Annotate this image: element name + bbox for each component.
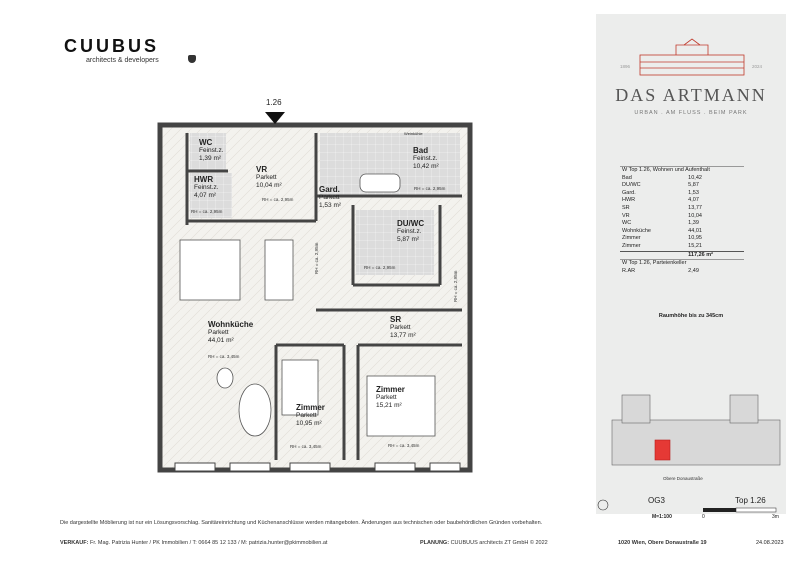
room-wc: WC Feinst.z. 1,39 m² — [199, 138, 224, 162]
area-row: Wohnküche 44,01 — [622, 227, 702, 234]
room-bad: Bad Feinst.z. 10,42 m² — [413, 146, 439, 170]
area-row: DU/WC 5,87 — [622, 182, 699, 189]
scale-ratio: M=1:100 — [652, 514, 672, 520]
keyplan-street: Obere Donaustraße — [663, 476, 703, 481]
rh-zimmer-2: RH = ca. 3,45m — [388, 443, 420, 448]
area-row: HWR 4,07 — [622, 197, 699, 204]
area-row: VR 10,04 — [622, 212, 702, 219]
weinkuehl-label: Weinkühle — [404, 131, 423, 136]
logo: CUUBUS — [64, 36, 160, 56]
rh-vertical-2: RH = ca. 2,95m — [453, 270, 458, 302]
room-gard: Gard. Parkett 1,53 m² — [319, 185, 342, 209]
floor-label: OG3 — [648, 496, 665, 505]
north-arrow-icon — [598, 500, 608, 510]
footer-date: 24.08.2023 — [756, 540, 784, 546]
logo-subtitle: architects & developers — [86, 57, 159, 64]
area-row: SR 13,77 — [622, 204, 702, 211]
room-duwc: DU/WC Feinst.z. 5,87 m² — [397, 219, 425, 243]
brand-name: DAS ARTMANN — [615, 85, 767, 105]
rh-vertical-1: RH = ca. 2,95m — [314, 242, 319, 274]
footer-address: 1020 Wien, Obere Donaustraße 19 — [618, 540, 707, 546]
room-wohnkueche: Wohnküche Parkett 44,01 m² — [208, 320, 254, 344]
room-height-note: Raumhöhe bis zu 345cm — [658, 313, 724, 319]
unit-label: 1.26 — [266, 98, 282, 107]
area-row: Zimmer 15,21 — [622, 242, 702, 249]
rh-zimmer-1: RH = ca. 3,45m — [290, 444, 322, 449]
cellar-row: R.AR 2,49 — [622, 267, 699, 274]
area-row: WC 1,39 — [622, 220, 699, 227]
footer-verkauf: VERKAUF: Fr. Mag. Patrizia Hunter / PK Immobilien / T: 0664 85 12 133 / M: patrizia.hunter@pkimmobilien.at — [60, 540, 328, 546]
scale-bar — [703, 508, 776, 512]
cellar-title: W Top 1.26, Parteienkeller — [620, 260, 744, 268]
footer-planung: PLANUNG: CUUBUUS architects ZT GmbH © 2022 — [420, 540, 548, 546]
room-zimmer-2: Zimmer Parkett 15,21 m² — [376, 385, 405, 409]
room-sr: SR Parkett 13,77 m² — [390, 315, 416, 339]
area-row: Bad 10,42 — [622, 174, 702, 181]
rh-vr: RH = ca. 2,95m — [262, 197, 294, 202]
disclaimer: Die dargestellte Möblierung ist nur ein Lösungsvorschlag. Sanitäreinrichtung und Küchenanschlüsse werden mitangeboten. Änderungen aus technischen oder baubehördlichen Gründen vorbehalten. — [60, 520, 543, 526]
year-left: 1896 — [620, 64, 631, 69]
room-zimmer-1: Zimmer Parkett 10,95 m² — [296, 403, 325, 427]
brand-tagline: URBAN . AM FLUSS . BEIM PARK — [634, 110, 748, 116]
rh-duwc: RH = ca. 2,95m — [364, 265, 396, 270]
scale-zero: 0 — [702, 514, 705, 520]
area-row: Gard. 1,53 — [622, 189, 699, 196]
rh-hwr: RH = ca. 2,95m — [191, 209, 223, 214]
area-table-title: W Top 1.26, Wohnen und Aufenthalt — [620, 167, 744, 175]
area-total: 117,26 m² — [620, 251, 744, 260]
rh-wohnkueche: RH = ca. 3,45m — [208, 354, 240, 359]
room-vr: VR Parkett 10,04 m² — [256, 165, 282, 189]
year-right: 2024 — [752, 64, 763, 69]
rh-bad: RH = ca. 2,95m — [414, 186, 446, 191]
top-label: Top 1.26 — [735, 496, 766, 505]
area-row: Zimmer 10,95 — [622, 235, 702, 242]
room-hwr: HWR Feinst.z. 4,07 m² — [194, 175, 219, 199]
scale-max: 3m — [772, 514, 779, 520]
